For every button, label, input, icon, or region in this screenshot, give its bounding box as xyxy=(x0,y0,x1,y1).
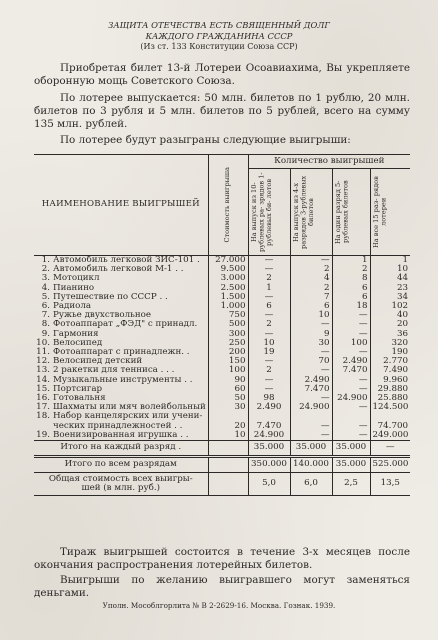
prize-value: 1.000 xyxy=(208,302,248,311)
prize-value: 500 xyxy=(208,320,248,329)
imprint: Уполн. Мособлгорлита № В 2-2629-16. Москва. Гознак. 1939. xyxy=(102,601,336,610)
prize-label: Гармония xyxy=(53,328,99,339)
count-col-4: 44 xyxy=(370,274,410,283)
count-col-2: — xyxy=(290,431,332,441)
count-col-2: — xyxy=(290,394,332,403)
prize-value: 27.000 xyxy=(208,256,248,266)
prize-label: Ружье двухствольное xyxy=(53,310,152,321)
count-col-4: 40 xyxy=(370,311,410,320)
prize-label: Велосипед детский xyxy=(53,356,143,367)
total-per-category-label: Итого на каждый разряд . xyxy=(34,441,208,457)
prize-value: 100 xyxy=(208,366,248,375)
count-col-2: — xyxy=(290,256,332,266)
header-prize-name: НАИМЕНОВАНИЕ ВЫИГРЫШЕЙ xyxy=(34,155,208,256)
count-col-3: 100 xyxy=(332,339,370,348)
prize-value: 1.500 xyxy=(208,293,248,302)
prize-value: 250 xyxy=(208,339,248,348)
count-col-1: — xyxy=(248,357,290,366)
count-col-2: 24.900 xyxy=(290,403,332,412)
count-col-1: 7.470 xyxy=(248,422,290,431)
count-col-4: 320 xyxy=(370,339,410,348)
prize-label: Набор канцелярских или учени- xyxy=(53,411,203,422)
total-cost-label: Общая стоимость всех выигры- шей (в млн. руб.) xyxy=(34,473,208,496)
prize-value: 10 xyxy=(208,431,248,441)
count-col-1: — xyxy=(248,293,290,302)
prizes-table xyxy=(34,154,410,496)
count-col-4: 25.880 xyxy=(370,394,410,403)
prize-value: 20 xyxy=(208,422,248,431)
count-col-4: 36 xyxy=(370,330,410,339)
count-col-2: — xyxy=(290,422,332,431)
intro-paragraph: Приобретая билет 13-й Лотереи Осоавиахима, Вы укрепляете оборонную мощь Советского Союза. xyxy=(34,62,410,88)
count-col-3: — xyxy=(332,311,370,320)
count-col-1: — xyxy=(248,265,290,274)
count-col-4: 7.490 xyxy=(370,366,410,375)
total-all-c2: 140.000 xyxy=(290,457,332,473)
prize-value: 750 xyxy=(208,311,248,320)
replace-paragraph: Выигрыши по желанию выигравшего могут заменяться деньгами. xyxy=(34,574,410,600)
count-col-1: — xyxy=(248,330,290,339)
count-col-3: — xyxy=(332,403,370,412)
count-col-1: 98 xyxy=(248,394,290,403)
prize-label: Радиола xyxy=(53,301,92,312)
total-all-label: Итого по всем разрядам xyxy=(34,457,208,473)
epigraph xyxy=(0,20,438,52)
count-col-2: 7.470 xyxy=(290,385,332,394)
count-col-3: 18 xyxy=(332,302,370,311)
prize-label: Портсигар xyxy=(53,383,103,394)
count-col-3: 2.490 xyxy=(332,357,370,366)
prize-number: 12. xyxy=(36,356,50,367)
count-col-2: — xyxy=(290,348,332,357)
count-col-2: — xyxy=(290,366,332,375)
total-cost-c1: 5,0 xyxy=(248,473,290,496)
prize-number: 3. xyxy=(41,273,50,284)
header-count-group: Количество выигрышей xyxy=(248,155,410,169)
prize-value: 3.000 xyxy=(208,274,248,283)
total-per-category-c4: — xyxy=(370,441,410,457)
count-col-3: 6 xyxy=(332,284,370,293)
prize-label: ческих принадлежностей . . xyxy=(53,420,183,431)
count-col-1: — xyxy=(248,256,290,266)
total-all-row xyxy=(34,457,410,473)
prize-label: Музыкальные инструменты . . xyxy=(53,374,193,385)
count-col-2: — xyxy=(290,320,332,329)
header-col-3: На один разряд 5-рублевых билетов xyxy=(332,169,370,256)
count-col-1: — xyxy=(248,311,290,320)
prize-number: 14. xyxy=(36,374,50,385)
count-col-2: 30 xyxy=(290,339,332,348)
header-col-1: На выпуск из 10-рублевых ра- зрядов 1-рублевых би- летов xyxy=(248,169,290,256)
epigraph-line-1: ЗАЩИТА ОТЕЧЕСТВА ЕСТЬ СВЯЩЕННЫЙ ДОЛГ xyxy=(108,20,330,30)
prize-label: Шахматы или мяч волейбольный xyxy=(53,402,206,413)
header-col-2: На выпуск из 4-х разрядов 3-рублевых билетов xyxy=(290,169,332,256)
prizes-intro: По лотерее будут разыграны следующие выигрыши: xyxy=(60,134,351,146)
count-col-1: 2 xyxy=(248,274,290,283)
count-col-4: 102 xyxy=(370,302,410,311)
prize-number: 5. xyxy=(41,291,50,302)
count-col-1: 2 xyxy=(248,320,290,329)
prize-label: Путешествие по СССР . . xyxy=(53,291,168,302)
count-col-4: 10 xyxy=(370,265,410,274)
prize-number: 16. xyxy=(36,393,50,404)
prize-value: 60 xyxy=(208,385,248,394)
prize-value: 300 xyxy=(208,330,248,339)
prize-value: 200 xyxy=(208,348,248,357)
count-col-3: 8 xyxy=(332,274,370,283)
count-col-4: 74.700 xyxy=(370,422,410,431)
count-col-1: 19 xyxy=(248,348,290,357)
total-cost-c2: 6,0 xyxy=(290,473,332,496)
count-col-3: — xyxy=(332,431,370,441)
prize-number: 19. xyxy=(36,429,50,440)
count-col-3: — xyxy=(332,422,370,431)
count-col-2: 7 xyxy=(290,293,332,302)
count-col-2: 6 xyxy=(290,302,332,311)
issue-paragraph: По лотерее выпускается: 50 млн. билетов по 1 рублю, 20 млн. билетов по 3 рубля и 5 млн. билетов по 5 рублей, всего на сумму 135 млн. рублей. xyxy=(34,92,410,131)
count-col-3: — xyxy=(332,376,370,385)
count-col-4: 9.960 xyxy=(370,376,410,385)
total-all-c4: 525.000 xyxy=(370,457,410,473)
total-per-category-c2: 35.000 xyxy=(290,441,332,457)
prize-label: Пианино xyxy=(53,282,95,293)
prize-value: 150 xyxy=(208,357,248,366)
prize-label: 2 ракетки для тенниса . . . xyxy=(53,365,175,376)
count-col-4: 34 xyxy=(370,293,410,302)
prize-number: 6. xyxy=(41,301,50,312)
count-col-2: 2 xyxy=(290,284,332,293)
prize-label: Военизированная игрушка . . xyxy=(53,429,189,440)
count-col-1: — xyxy=(248,385,290,394)
count-col-3: 2 xyxy=(332,265,370,274)
epigraph-line-2: КАЖДОГО ГРАЖДАНИНА СССР xyxy=(145,30,293,41)
total-cost-c4: 13,5 xyxy=(370,473,410,496)
prize-value: 2.500 xyxy=(208,284,248,293)
prize-number: 7. xyxy=(41,310,50,321)
prize-number: 13. xyxy=(36,365,50,376)
total-per-category-row xyxy=(34,441,410,457)
count-col-4: 2.770 xyxy=(370,357,410,366)
count-col-3: — xyxy=(332,385,370,394)
count-col-3: 24.900 xyxy=(332,394,370,403)
count-col-2: 2 xyxy=(290,265,332,274)
prize-number: 18. xyxy=(36,411,50,422)
count-col-4: 20 xyxy=(370,320,410,329)
count-col-1: 10 xyxy=(248,339,290,348)
prize-number: 17. xyxy=(36,402,50,413)
prize-rows xyxy=(34,256,410,441)
count-col-4: 124.500 xyxy=(370,403,410,412)
count-col-2: 10 xyxy=(290,311,332,320)
prize-label: Автомобиль легковой М-1 . . xyxy=(53,264,184,275)
prize-number: 9. xyxy=(41,328,50,339)
count-col-1: 2 xyxy=(248,366,290,375)
prize-value: 90 xyxy=(208,376,248,385)
prize-label: Велосипед xyxy=(53,337,103,348)
total-all-c3: 35.000 xyxy=(332,457,370,473)
prize-number: 10. xyxy=(36,337,50,348)
prize-number: 15. xyxy=(36,383,50,394)
prize-value: 9.500 xyxy=(208,265,248,274)
total-all-c1: 350.000 xyxy=(248,457,290,473)
prize-value: 30 xyxy=(208,403,248,412)
total-cost-row xyxy=(34,473,410,496)
header-prize-value: Стоимость выигрыша xyxy=(208,155,248,256)
prize-value: 50 xyxy=(208,394,248,403)
table-row xyxy=(34,431,410,441)
prize-name xyxy=(34,431,208,441)
count-col-1: — xyxy=(248,376,290,385)
prize-number: 8. xyxy=(41,319,50,330)
prize-label: Автомобиль легковой ЗИС-101 . xyxy=(53,255,200,265)
count-col-1: 6 xyxy=(248,302,290,311)
epigraph-source: (Из ст. 133 Конституции Союза ССР) xyxy=(140,41,298,51)
prize-number: 11. xyxy=(36,347,50,358)
count-col-3: 7.470 xyxy=(332,366,370,375)
count-col-4: 29.880 xyxy=(370,385,410,394)
count-col-3: 1 xyxy=(332,256,370,266)
prize-label: Фотоаппарат „ФЭД" с принадл. xyxy=(53,319,198,330)
count-col-4: 190 xyxy=(370,348,410,357)
prize-number: 4. xyxy=(41,282,50,293)
prize-number: 1. xyxy=(41,255,50,265)
prize-label: Мотоцикл xyxy=(53,273,100,284)
count-col-2: 4 xyxy=(290,274,332,283)
total-per-category-c1: 35.000 xyxy=(248,441,290,457)
prize-label: Фотоаппарат с принадлежн. . xyxy=(53,347,190,358)
count-col-4: 23 xyxy=(370,284,410,293)
count-col-3: — xyxy=(332,348,370,357)
count-col-2: 70 xyxy=(290,357,332,366)
count-col-3: 6 xyxy=(332,293,370,302)
count-col-2: 9 xyxy=(290,330,332,339)
count-col-2: 2.490 xyxy=(290,376,332,385)
count-col-4: 1 xyxy=(370,256,410,266)
count-col-3: — xyxy=(332,320,370,329)
header-col-4: На все 15 раз- рядов лотереи xyxy=(370,169,410,256)
total-cost-c3: 2,5 xyxy=(332,473,370,496)
draw-paragraph: Тираж выигрышей состоится в течение 3-х месяцев после окончания распространения лотерейных билетов. xyxy=(34,546,410,572)
count-col-4: 249.000 xyxy=(370,431,410,441)
count-col-1: 24.900 xyxy=(248,431,290,441)
prize-label: Готовальня xyxy=(53,393,106,404)
count-col-3: — xyxy=(332,330,370,339)
prize-number: 2. xyxy=(41,264,50,275)
count-col-1: 1 xyxy=(248,284,290,293)
total-per-category-c3: 35.000 xyxy=(332,441,370,457)
count-col-1: 2.490 xyxy=(248,403,290,412)
